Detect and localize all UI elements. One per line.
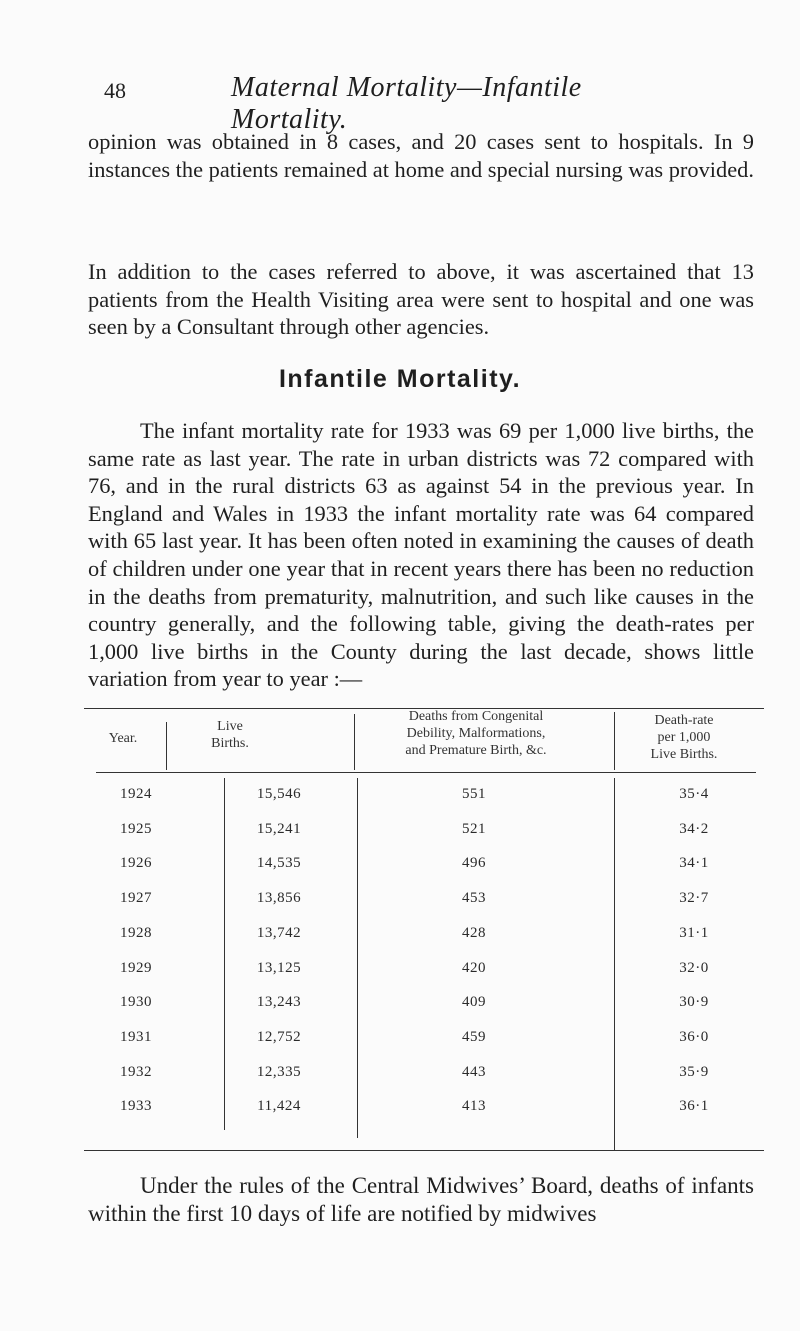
page-number: 48	[104, 78, 126, 103]
header-death-rate-line2: per 1,000	[657, 730, 711, 745]
cell-deaths: 459	[462, 1028, 486, 1045]
cell-live-births: 12,752	[256, 1028, 302, 1045]
cell-death-rate: 34·1	[679, 855, 709, 872]
cell-year: 1929	[120, 959, 152, 976]
cell-death-rate: 35·4	[679, 786, 709, 802]
table-row	[84, 917, 764, 953]
cell-year: 1925	[120, 820, 152, 837]
cell-death-rate: 34·2	[679, 820, 709, 837]
cell-year: 1933	[120, 1098, 152, 1115]
cell-live-births: 15,546	[256, 786, 302, 802]
header-year	[84, 730, 162, 747]
header-death-rate	[604, 712, 764, 763]
cell-year: 1924	[120, 786, 152, 802]
death-rate-table	[84, 708, 764, 1160]
cell-death-rate: 35·9	[679, 1063, 709, 1080]
cell-deaths: 453	[462, 890, 486, 907]
header-live-births	[170, 718, 290, 752]
table-row	[84, 986, 764, 1022]
table-header-rule	[96, 772, 756, 773]
cell-death-rate: 36·1	[679, 1098, 709, 1115]
cell-live-births: 13,742	[256, 924, 302, 941]
cell-death-rate: 31·1	[679, 924, 709, 941]
header-live-births-line1: Live	[217, 719, 243, 734]
cell-live-births: 11,424	[257, 1098, 301, 1115]
cell-death-rate: 30·9	[679, 994, 709, 1011]
table-row	[84, 813, 764, 849]
cell-live-births: 13,125	[256, 959, 302, 976]
cell-year: 1927	[120, 890, 152, 907]
header-deaths-line2: Debility, Malformations,	[406, 726, 546, 741]
cell-year: 1930	[120, 994, 152, 1011]
header-divider-year	[166, 722, 167, 770]
table-row	[84, 1090, 764, 1126]
header-deaths	[346, 708, 606, 759]
header-death-rate-line1: Death-rate	[654, 713, 714, 728]
cell-deaths: 428	[462, 924, 486, 941]
header-live-births-line2: Births.	[211, 736, 249, 751]
cell-death-rate: 32·0	[679, 959, 709, 976]
table-row	[84, 847, 764, 883]
header-year-text: Year.	[108, 731, 138, 746]
table-row	[84, 882, 764, 918]
header-death-rate-line3: Live Births.	[650, 747, 718, 762]
paragraph-additional-cases: In addition to the cases referred to above, it was ascertained that 13 patients from the Health Visiting area were sent to hospital and one was seen by a Consultant through other agencies.	[88, 259, 754, 340]
cell-death-rate: 36·0	[679, 1028, 709, 1045]
cell-deaths: 496	[462, 855, 486, 872]
cell-deaths: 409	[462, 994, 486, 1011]
section-heading: Infantile Mortality.	[278, 365, 522, 393]
table-row	[84, 778, 764, 814]
page-header	[104, 72, 704, 135]
cell-deaths: 413	[462, 1098, 486, 1115]
cell-live-births: 14,535	[256, 855, 302, 872]
table-row	[84, 1021, 764, 1057]
table-bottom-rule	[84, 1150, 764, 1151]
cell-year: 1926	[120, 855, 152, 872]
cell-deaths: 521	[462, 820, 486, 837]
header-deaths-line1: Deaths from Congenital	[408, 709, 544, 724]
cell-deaths: 443	[462, 1063, 486, 1080]
cell-live-births: 13,243	[256, 994, 302, 1011]
running-title: Maternal Mortality—Infantile Mortality.	[231, 72, 582, 135]
cell-year: 1928	[120, 924, 152, 941]
cell-year: 1932	[120, 1063, 152, 1080]
table-row	[84, 952, 764, 988]
cell-deaths: 551	[462, 786, 486, 802]
table-row	[84, 1056, 764, 1092]
header-deaths-line3: and Premature Birth, &c.	[405, 743, 547, 758]
cell-deaths: 420	[462, 959, 486, 976]
cell-year: 1931	[120, 1028, 152, 1045]
paragraph-infant-mortality: The infant mortality rate for 1933 was 69 per 1,000 live births, the same rate as last year. The rate in urban districts was 72 compared with 76, and in the rural districts 63 as against 54 in the previous year. In England and Wales in 1933 the infant mortality rate was 64 compared with 65 last year. It has been often noted in examining the causes of death of children under one year that in recent years there has been no reduction in the deaths from prematurity, malnutrition, and such like causes in the country generally, and the following table, giving the death-rates per 1,000 live births in the County during the last decade, shows little variation from year to year :—	[88, 418, 754, 692]
cell-live-births: 12,335	[256, 1063, 302, 1080]
cell-live-births: 15,241	[256, 820, 302, 837]
cell-live-births: 13,856	[256, 890, 302, 907]
paragraph-opinion-cases: opinion was obtained in 8 cases, and 20 cases sent to hospitals. In 9 instances the patients remained at home and special nursing was provided.	[88, 129, 754, 182]
paragraph-midwives: Under the rules of the Central Midwives’ Board, deaths of infants within the first 10 days of life are notified by midwives	[88, 1173, 754, 1226]
cell-death-rate: 32·7	[679, 890, 709, 907]
